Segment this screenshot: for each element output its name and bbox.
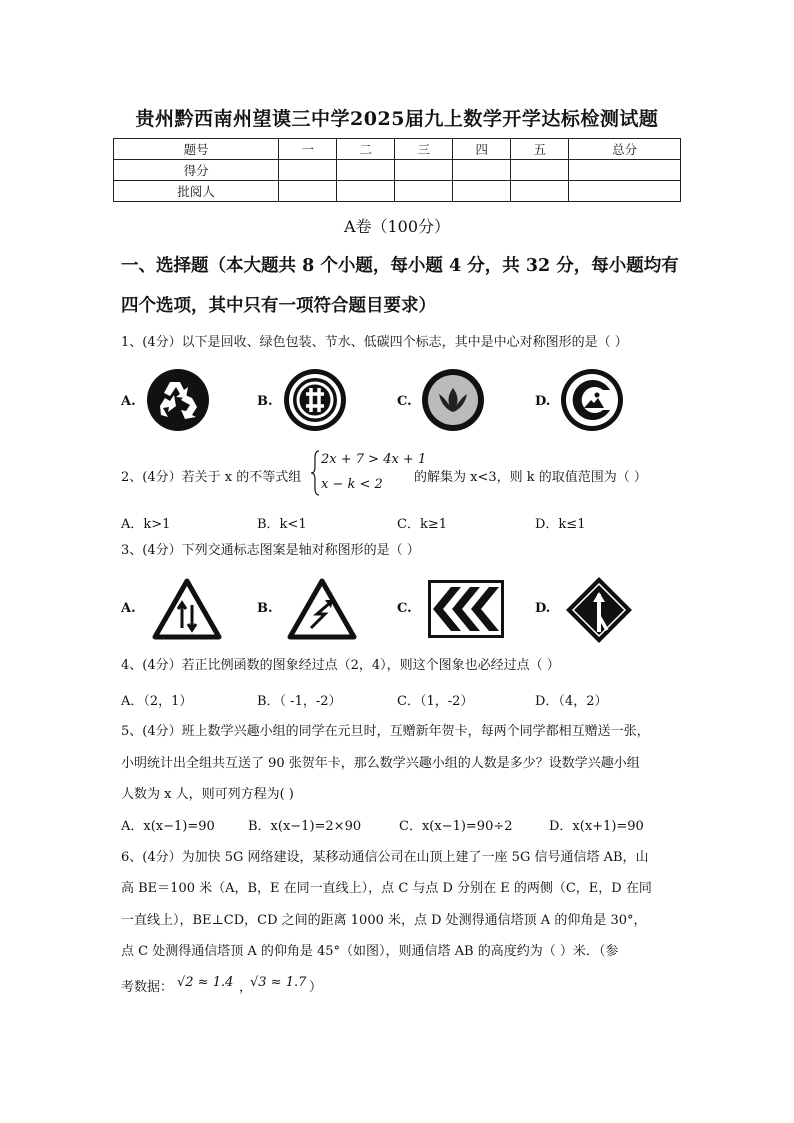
grader-cell [395, 181, 453, 202]
recycle-icon [146, 368, 210, 432]
q6-line-1: 6、(4分）为加快 5G 网络建设，某移动通信公司在山顶上建了一座 5G 信号通信塔 AB，山 [121, 850, 649, 865]
header-cell: 二 [337, 139, 395, 160]
q2-option-a: A．k>1 [121, 517, 171, 532]
q4-option-d: D．（4，2） [535, 694, 608, 709]
water-saving-icon [421, 368, 485, 432]
grader-cell [279, 181, 337, 202]
q2-option-c: C．k≥1 [397, 517, 447, 532]
exam-title: 贵州黔西南州望谟三中学2025届九上数学开学达标检测试题 [135, 108, 659, 130]
q1-option-c: C. [397, 394, 412, 409]
q5-line-3: 人数为 x 人，则可列方程为( ) [121, 787, 294, 802]
comma: ， [239, 980, 253, 995]
header-cell: 题号 [114, 139, 279, 160]
q5-line-2: 小明统计出全组共互送了 90 张贺年卡，那么数学兴趣小组的人数是多少？设数学兴趣小组 [121, 756, 640, 771]
q3-option-d: D. [535, 601, 551, 616]
q5-option-d: D．x(x+1)=90 [549, 819, 644, 834]
grader-row [114, 181, 681, 202]
q6-line-3: 一直线上），BE⊥CD，CD 之间的距离 1000 米，点 D 处测得通信塔顶 A 的仰角是 30°， [121, 913, 647, 928]
score-row [114, 160, 681, 181]
score-table-header-row [114, 139, 681, 160]
score-cell [395, 160, 453, 181]
q1-stem: 1、(4分）以下是回收、绿色包装、节水、低碳四个标志，其中是中心对称图形的是（ ） [121, 335, 628, 350]
q6-line-5-suffix: ） [309, 980, 323, 995]
inequality-1: 2x + 7 > 4x + 1 [321, 452, 427, 467]
q4-option-b: B．（ -1，-2） [257, 694, 342, 709]
reference-value-sqrt3: √3 ≈ 1.7 [250, 975, 307, 990]
score-table [113, 138, 681, 202]
green-package-icon [283, 368, 347, 432]
q4-option-a: A．（2，1） [121, 694, 193, 709]
grader-cell [453, 181, 511, 202]
q3-option-a: A. [121, 601, 136, 616]
header-cell: 总分 [569, 139, 681, 160]
reference-value-sqrt2: √2 ≈ 1.4 [177, 975, 234, 990]
q1-option-a: A. [121, 394, 136, 409]
q2-stem-prefix: 2、(4分）若关于 x 的不等式组 [121, 470, 302, 485]
q6-line-5-prefix: 考数据： [121, 980, 174, 995]
q1-option-d: D. [535, 394, 551, 409]
q5-option-a: A．x(x−1)=90 [121, 819, 215, 834]
q4-option-c: C．（1，-2） [397, 694, 474, 709]
q5-line-1: 5、(4分）班上数学兴趣小组的同学在元旦时，互赠新年贺卡，每两个同学都相互赠送一张， [121, 724, 650, 739]
curve-warning-sign-icon [287, 578, 357, 640]
q5-option-b: B．x(x−1)=2×90 [248, 819, 362, 834]
grader-cell [569, 181, 681, 202]
low-carbon-icon [560, 368, 624, 432]
two-way-traffic-sign-icon [152, 578, 222, 640]
header-cell: 一 [279, 139, 337, 160]
inequality-2: x − k < 2 [321, 477, 383, 492]
merge-lane-sign-icon [565, 576, 633, 644]
score-cell [279, 160, 337, 181]
score-cell [569, 160, 681, 181]
score-cell [511, 160, 569, 181]
q4-stem: 4、(4分）若正比例函数的图象经过点（2，4），则这个图象也必经过点（ ） [121, 658, 560, 673]
q6-line-2: 高 BE＝100 米（A，B，E 在同一直线上），点 C 与点 D 分别在 E 的两侧（C，E，D 在同 [121, 881, 652, 896]
grader-cell [511, 181, 569, 202]
q6-line-4: 点 C 处测得通信塔顶 A 的仰角是 45°（如图），则通信塔 AB 的高度约为（ ）米．（参 [121, 944, 619, 959]
header-cell: 五 [511, 139, 569, 160]
q3-option-c: C. [397, 601, 412, 616]
header-cell: 三 [395, 139, 453, 160]
q3-option-b: B. [257, 601, 273, 616]
score-cell [337, 160, 395, 181]
system-brace [310, 450, 320, 496]
q3-stem: 3、(4分）下列交通标志图案是轴对称图形的是（ ） [121, 543, 420, 558]
grader-cell [337, 181, 395, 202]
header-cell: 四 [453, 139, 511, 160]
q1-option-b: B. [257, 394, 273, 409]
chevron-direction-sign-icon [428, 580, 504, 638]
section-heading: 一、选择题（本大题共 8 个小题，每小题 4 分，共 32 分，每小题均有四个选项，其中只有一项符合题目要求） [121, 256, 679, 316]
row-label: 批阅人 [114, 181, 279, 202]
row-label: 得分 [114, 160, 279, 181]
q2-option-d: D．k≤1 [535, 517, 586, 532]
q2-option-b: B．k<1 [257, 517, 307, 532]
score-cell [453, 160, 511, 181]
volume-heading: A卷（100分） [343, 217, 451, 236]
q5-option-c: C．x(x−1)=90÷2 [399, 819, 513, 834]
q2-stem-suffix: 的解集为 x<3，则 k 的取值范围为（ ） [414, 470, 647, 485]
